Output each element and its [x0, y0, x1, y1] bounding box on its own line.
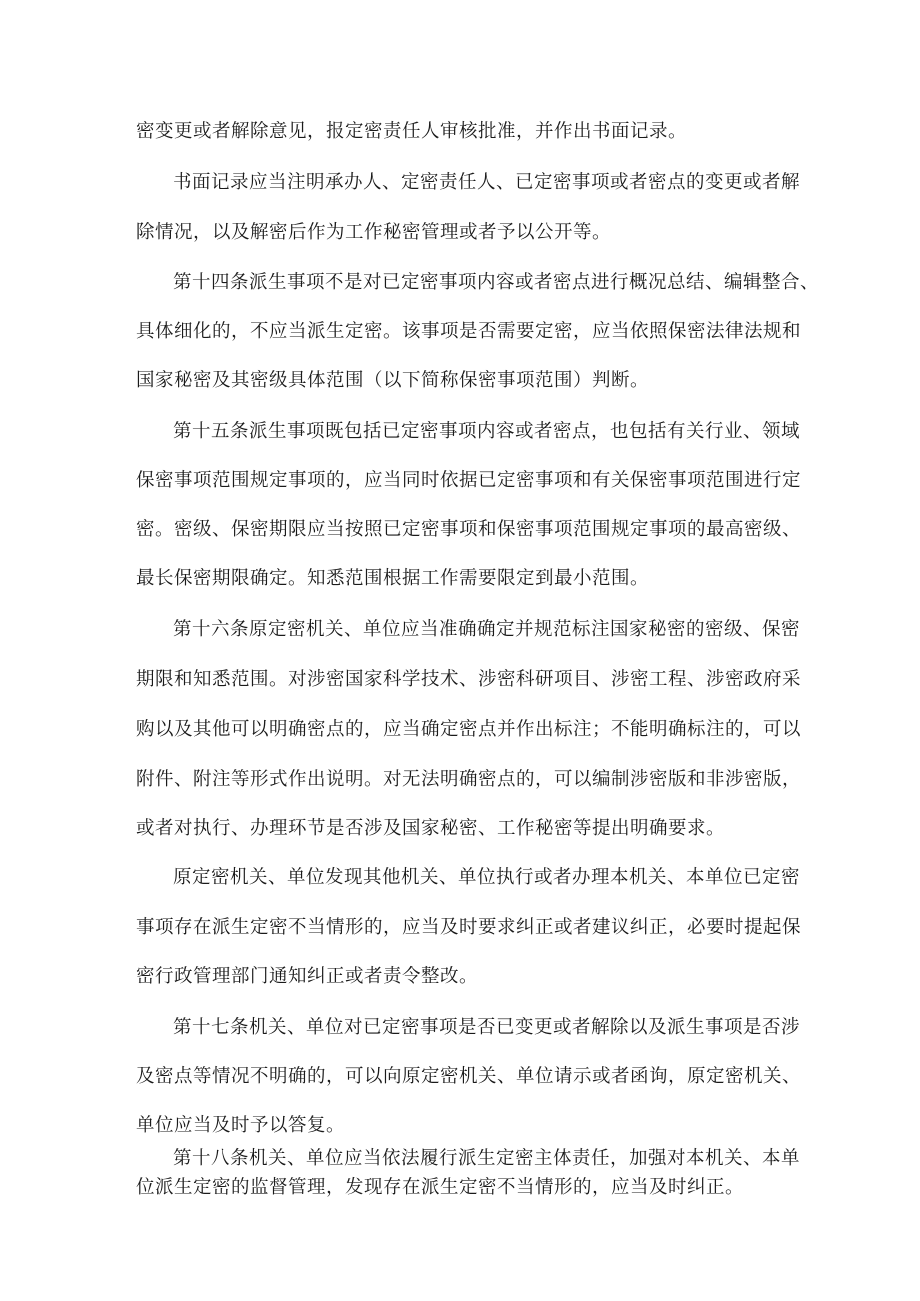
text-line: 购以及其他可以明确密点的，应当确定密点并作出标注；不能明确标注的，可以	[136, 719, 802, 740]
text-line: 附件、附注等形式作出说明。对无法明确密点的，可以编制涉密版和非涉密版，	[136, 769, 802, 790]
text-line: 保密事项范围规定事项的，应当同时依据已定密事项和有关保密事项范围进行定	[136, 470, 802, 491]
text-line: 事项存在派生定密不当情形的，应当及时要求纠正或者建议纠正，必要时提起保	[136, 917, 802, 938]
text-line: 单位应当及时予以答复。	[136, 1115, 346, 1136]
text-line: 第十七条机关、单位对已定密事项是否已变更或者解除以及派生事项是否涉	[173, 1017, 801, 1038]
text-line: 除情况，以及解密后作为工作秘密管理或者予以公开等。	[136, 222, 612, 243]
text-line: 期限和知悉范围。对涉密国家科学技术、涉密科研项目、涉密工程、涉密政府采	[136, 669, 802, 690]
text-line: 密行政管理部门通知纠正或者责令整改。	[136, 966, 479, 987]
text-line: 密变更或者解除意见，报定密责任人审核批准，并作出书面记录。	[136, 121, 688, 142]
text-line: 第十四条派生事项不是对已定密事项内容或者密点进行概况总结、编辑整合、	[173, 272, 820, 293]
text-line: 原定密机关、单位发现其他机关、单位执行或者办理本机关、本单位已定密	[173, 867, 801, 888]
text-line: 第十六条原定密机关、单位应当准确确定并规范标注国家秘密的密级、保密	[173, 619, 801, 640]
text-line: 书面记录应当注明承办人、定密责任人、已定密事项或者密点的变更或者解	[173, 172, 801, 193]
text-line: 具体细化的，不应当派生定密。该事项是否需要定密，应当依照保密法律法规和	[136, 321, 802, 342]
text-line: 密。密级、保密期限应当按照已定密事项和保密事项范围规定事项的最高密级、	[136, 519, 802, 540]
text-line: 第十八条机关、单位应当依法履行派生定密主体责任，加强对本机关、本单	[173, 1148, 801, 1169]
text-line: 第十五条派生事项既包括已定密事项内容或者密点，也包括有关行业、领域	[173, 421, 801, 442]
text-line: 最长保密期限确定。知悉范围根据工作需要限定到最小范围。	[136, 568, 650, 589]
text-line: 或者对执行、办理环节是否涉及国家秘密、工作秘密等提出明确要求。	[136, 818, 726, 839]
text-line: 位派生定密的监督管理，发现存在派生定密不当情形的，应当及时纠正。	[136, 1177, 745, 1198]
text-line: 国家秘密及其密级具体范围（以下简称保密事项范围）判断。	[136, 370, 650, 391]
text-line: 及密点等情况不明确的，可以向原定密机关、单位请示或者函询，原定密机关、	[136, 1066, 802, 1087]
